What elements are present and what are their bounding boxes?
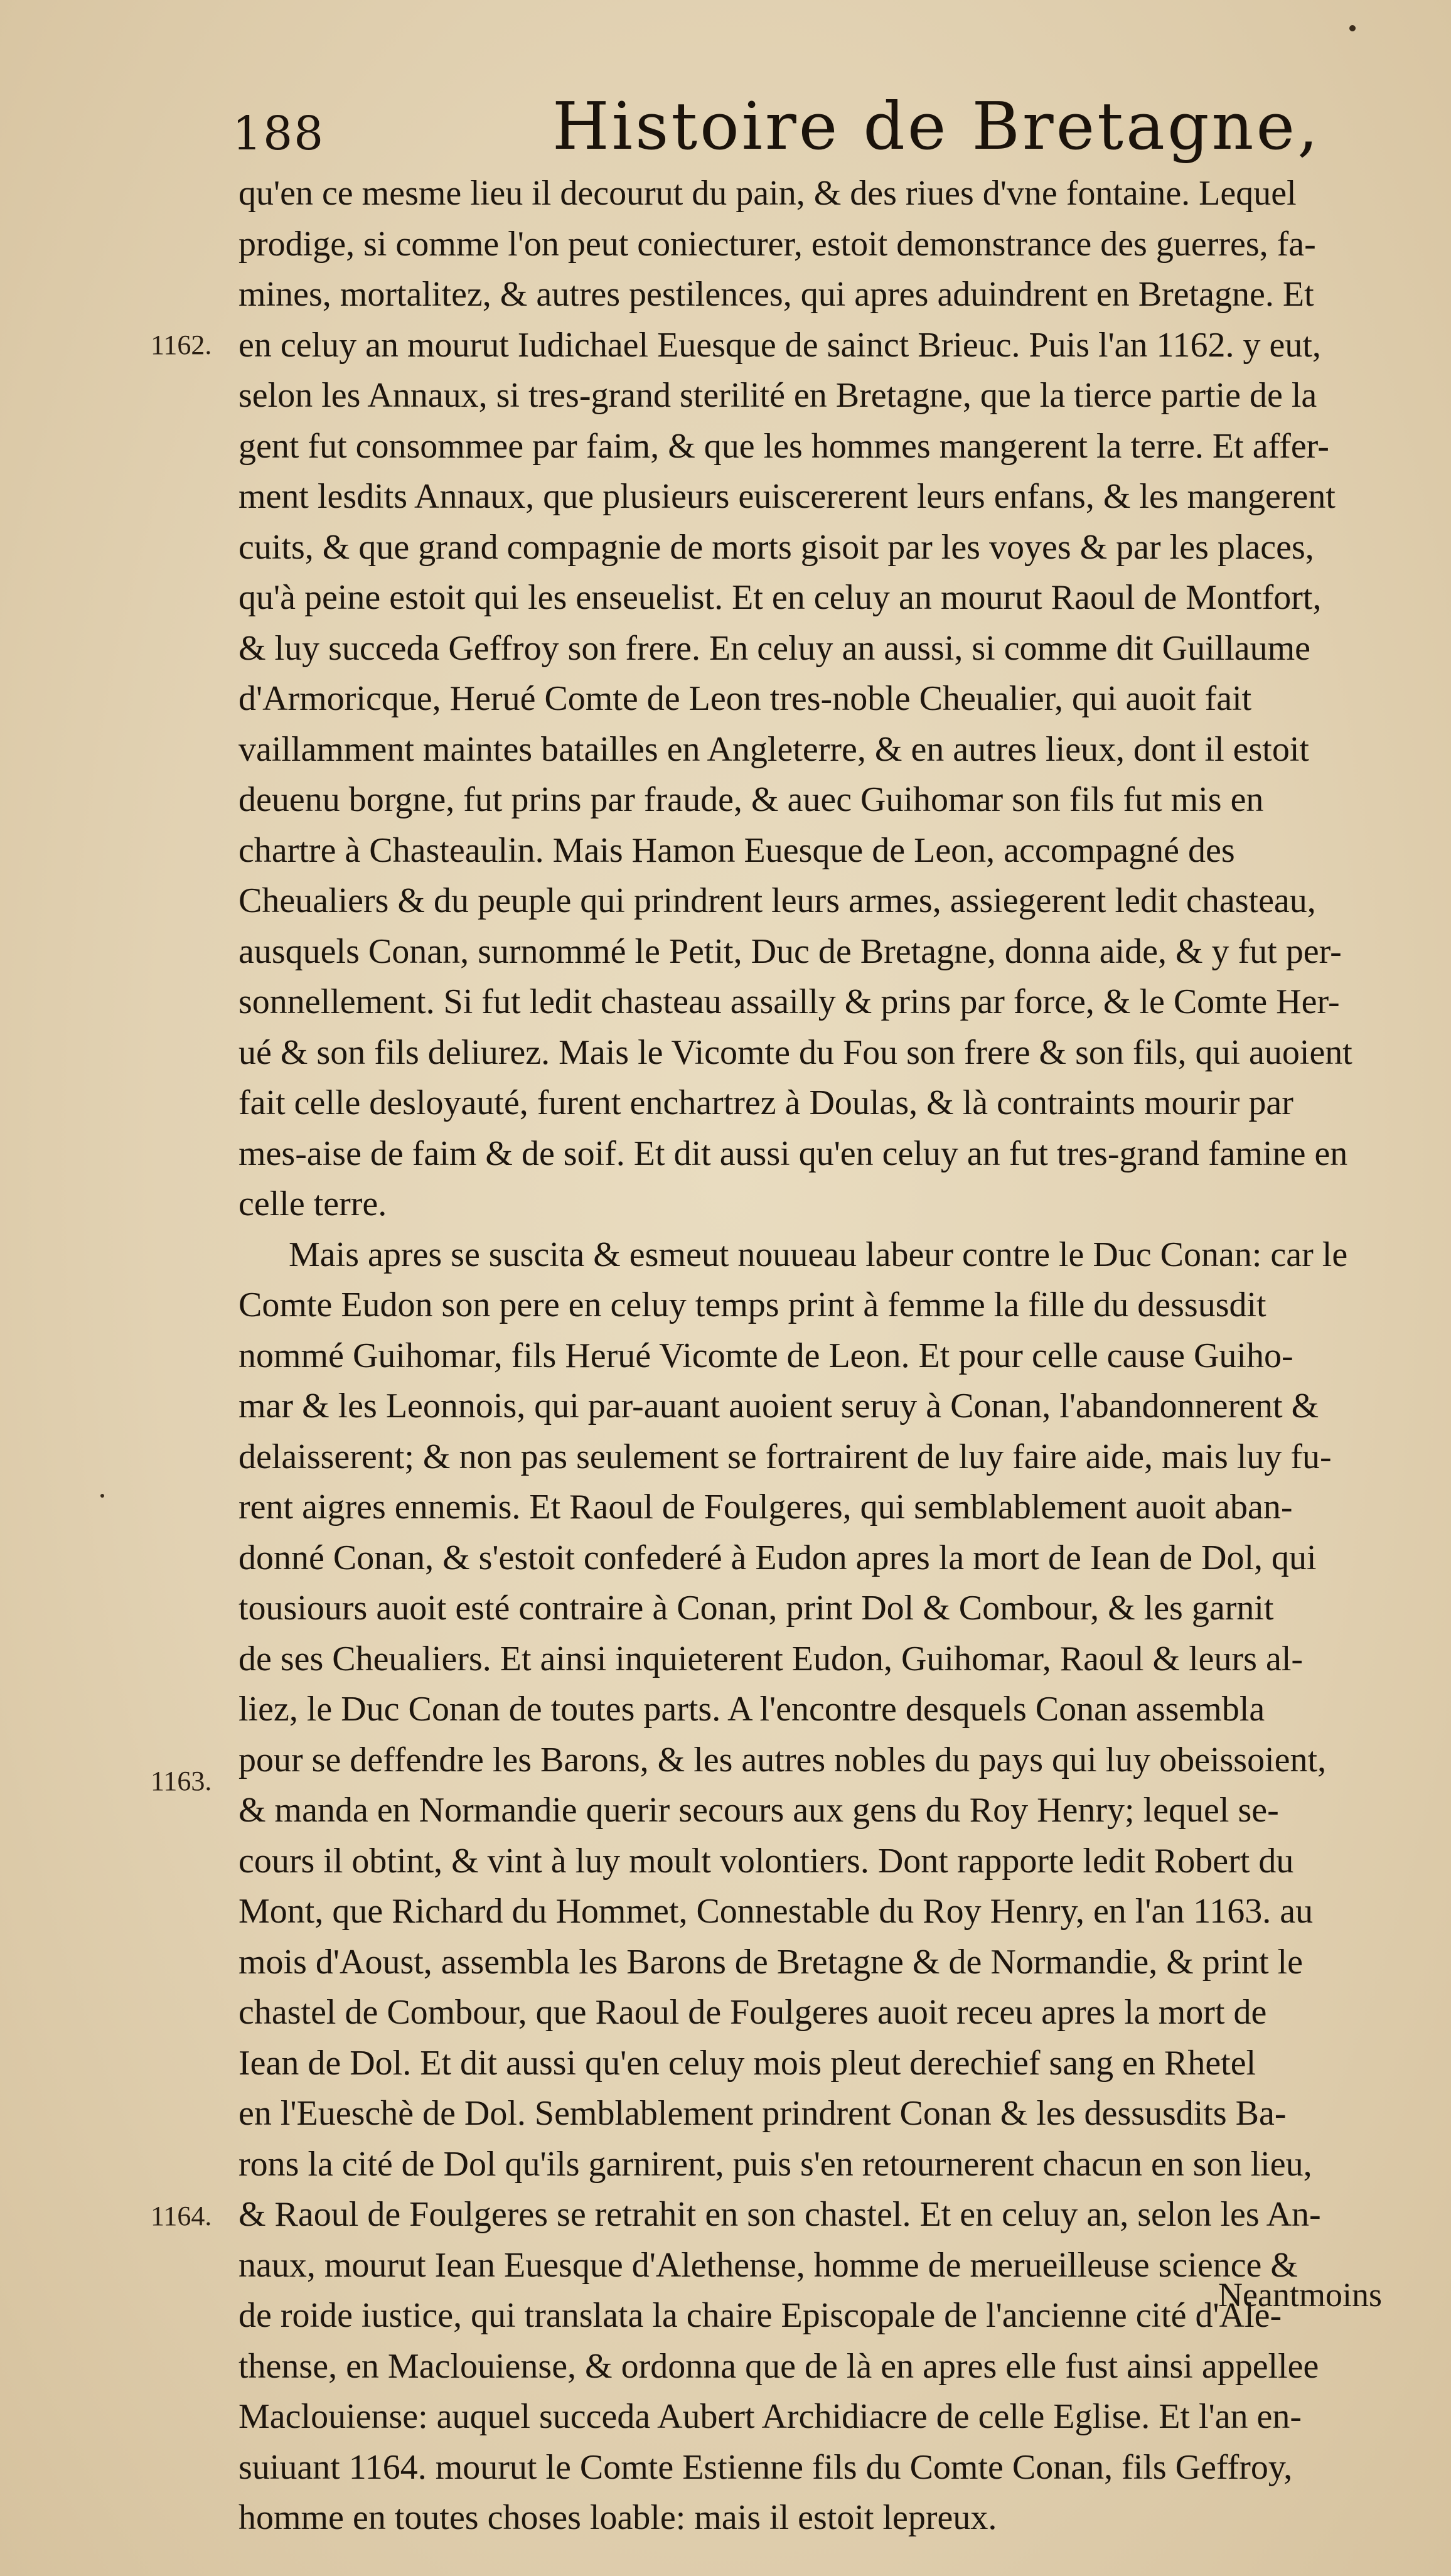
text-line: gent fut consommee par faim, & que les hommes mangerent la terre. Et affer-: [238, 426, 1329, 466]
text-line: cuits, & que grand compagnie de morts gisoit par les voyes & par les places,: [238, 527, 1314, 567]
text-line: & manda en Normandie querir secours aux gens du Roy Henry; lequel se-: [238, 1791, 1279, 1830]
catchword: Neantmoins: [1218, 2276, 1382, 2314]
text-line: ment lesdits Annaux, que plusieurs euiscererent leurs enfans, & les mangerent: [238, 477, 1336, 516]
text-line: Iean de Dol. Et dit aussi qu'en celuy mois pleut derechief sang en Rhetel: [238, 2043, 1256, 2083]
paragraph-start-line: Mais apres se suscita & esmeut nouueau labeur contre le Duc Conan: car le: [289, 1235, 1348, 1274]
margin-note-year: 1162.: [151, 330, 212, 360]
text-line: qu'à peine estoit qui les enseuelist. Et en celuy an mourut Raoul de Montfort,: [238, 578, 1322, 617]
text-line: celle terre.: [238, 1184, 387, 1223]
text-line: donné Conan, & s'estoit confederé à Eudon apres la mort de Iean de Dol, qui: [238, 1538, 1317, 1577]
text-line: qu'en ce mesme lieu il decourut du pain, & des riues d'vne fontaine. Lequel: [238, 174, 1297, 213]
text-line: selon les Annaux, si tres-grand sterilité en Bretagne, que la tierce partie de la: [238, 376, 1317, 415]
text-line: cours il obtint, & vint à luy moult volontiers. Dont rapporte ledit Robert du: [238, 1841, 1294, 1881]
text-line: naux, mourut Iean Euesque d'Alethense, homme de merueilleuse science &: [238, 2245, 1298, 2285]
text-line: delaisserent; & non pas seulement se fortrairent de luy faire aide, mais luy fu-: [238, 1437, 1332, 1476]
margin-note-year: 1164.: [151, 2201, 212, 2231]
text-line: homme en toutes choses loable: mais il estoit lepreux.: [238, 2498, 997, 2537]
text-line: sonnellement. Si fut ledit chasteau assailly & prins par force, & le Comte Her-: [238, 982, 1340, 1021]
text-line: rons la cité de Dol qu'ils garnirent, puis s'en retournerent chacun en son lieu,: [238, 2144, 1312, 2184]
text-line: de roide iustice, qui translata la chaire Episcopale de l'ancienne cité d'Ale-: [238, 2296, 1282, 2335]
text-line: Maclouiense: auquel succeda Aubert Archidiacre de celle Eglise. Et l'an en-: [238, 2397, 1302, 2436]
text-line: thense, en Maclouiense, & ordonna que de là en apres elle fust ainsi appellee: [238, 2346, 1319, 2386]
text-line: pour se deffendre les Barons, & les autres nobles du pays qui luy obeissoient,: [238, 1740, 1327, 1779]
body-text: [238, 168, 1381, 2543]
running-title: Histoire de Bretagne,: [552, 88, 1321, 164]
text-line: Cheualiers & du peuple qui prindrent leurs armes, assiegerent ledit chasteau,: [238, 881, 1316, 920]
text-line: ué & son fils deliurez. Mais le Vicomte du Fou son frere & son fils, qui auoient: [238, 1033, 1352, 1072]
text-line: tousiours auoit esté contraire à Conan, print Dol & Combour, & les garnit: [238, 1589, 1274, 1628]
text-line: Mont, que Richard du Hommet, Connestable du Roy Henry, en l'an 1163. au: [238, 1892, 1314, 1931]
text-line: prodige, si comme l'on peut coniecturer, estoit demonstrance des guerres, fa-: [238, 224, 1316, 264]
text-line: Comte Eudon son pere en celuy temps print à femme la fille du dessusdit: [238, 1285, 1266, 1324]
margin-note-year: 1163.: [151, 1766, 212, 1796]
text-line: liez, le Duc Conan de toutes parts. A l'encontre desquels Conan assembla: [238, 1690, 1265, 1729]
text-line: suiuant 1164. mourut le Comte Estienne fils du Comte Conan, fils Geffroy,: [238, 2447, 1293, 2487]
text-line: en celuy an mourut Iudichael Euesque de sainct Brieuc. Puis l'an 1162. y eut,: [238, 325, 1321, 365]
text-line: ausquels Conan, surnommé le Petit, Duc de Bretagne, donna aide, & y fut per-: [238, 931, 1342, 971]
text-line: de ses Cheualiers. Et ainsi inquieterent Eudon, Guihomar, Raoul & leurs al-: [238, 1639, 1304, 1678]
text-line: mois d'Aoust, assembla les Barons de Bretagne & de Normandie, & print le: [238, 1942, 1303, 1982]
page-number: 188: [232, 107, 325, 161]
text-line: rent aigres ennemis. Et Raoul de Foulgeres, qui semblablement auoit aban-: [238, 1488, 1293, 1527]
text-line: mines, mortalitez, & autres pestilences, qui apres aduindrent en Bretagne. Et: [238, 275, 1314, 314]
text-line: & luy succeda Geffroy son frere. En celuy an aussi, si comme dit Guillaume: [238, 628, 1311, 668]
text-line: mes-aise de faim & de soif. Et dit aussi qu'en celuy an fut tres-grand famine en: [238, 1134, 1348, 1173]
running-head: [226, 82, 1356, 163]
text-line: deuenu borgne, fut prins par fraude, & auec Guihomar son fils fut mis en: [238, 780, 1264, 819]
text-line: fait celle desloyauté, furent enchartrez à Doulas, & là contraints mourir par: [238, 1083, 1293, 1122]
text-line: en l'Eueschè de Dol. Semblablement prindrent Conan & les dessusdits Ba-: [238, 2094, 1287, 2133]
ink-speck: [100, 1494, 104, 1498]
text-line: vaillamment maintes batailles en Angleterre, & en autres lieux, dont il estoit: [238, 729, 1309, 769]
text-line: d'Armoricque, Herué Comte de Leon tres-noble Cheualier, qui auoit fait: [238, 679, 1252, 718]
text-line: mar & les Leonnois, qui par-auant auoient seruy à Conan, l'abandonnerent &: [238, 1387, 1319, 1425]
text-line: & Raoul de Foulgeres se retrahit en son chastel. Et en celuy an, selon les An-: [238, 2195, 1321, 2234]
text-line: chastel de Combour, que Raoul de Foulgeres auoit receu apres la mort de: [238, 1993, 1267, 2032]
text-line: chartre à Chasteaulin. Mais Hamon Euesque de Leon, accompagné des: [238, 830, 1235, 870]
ink-speck: [1349, 25, 1356, 31]
text-line: nommé Guihomar, fils Herué Vicomte de Leon. Et pour celle cause Guiho-: [238, 1336, 1293, 1375]
